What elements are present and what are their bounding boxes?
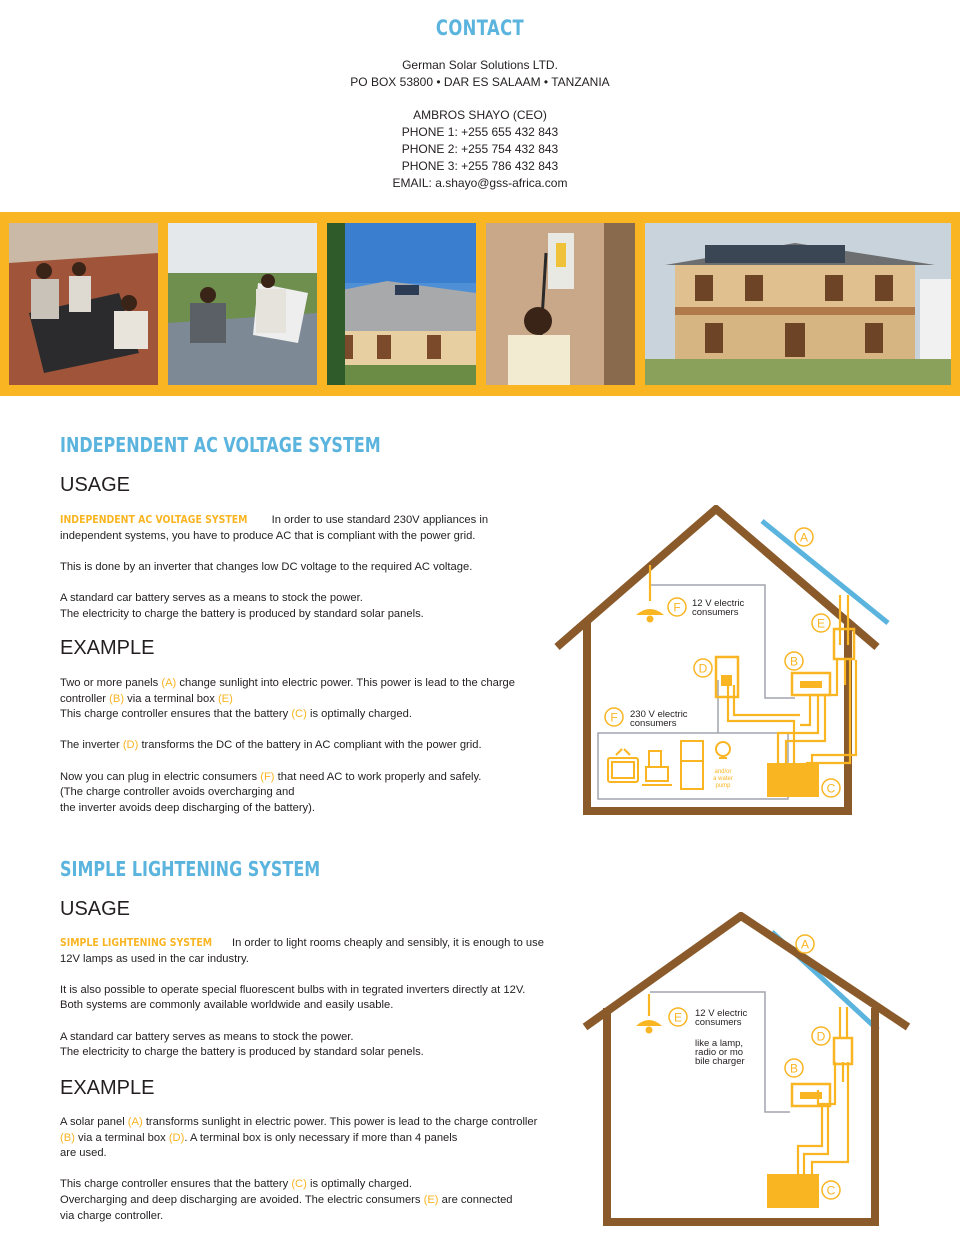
solar-panel-a (762, 521, 888, 623)
label-e: E (673, 1010, 683, 1025)
ac-usage-heading: USAGE (60, 474, 131, 496)
company-name: German Solar Solutions LTD. (402, 58, 558, 72)
lamp-icon (636, 1020, 662, 1026)
radio-icon (649, 751, 661, 767)
bulb-icon (716, 742, 730, 756)
svg-text:consumers: consumers (692, 607, 739, 618)
ac-usage-lead: INDEPENDENT AC VOLTAGE SYSTEM (60, 513, 248, 526)
label-f-12v: F (673, 600, 681, 615)
phone-1: PHONE 1: +255 655 432 843 (401, 125, 559, 140)
photo-two-storey-house (645, 223, 951, 385)
svg-text:230 V electric: 230 V electric (630, 709, 688, 720)
light-usage-heading: USAGE (60, 898, 131, 920)
email: EMAIL: a.shayo@gss-africa.com (392, 175, 568, 190)
label-d: D (816, 1029, 826, 1044)
svg-text:consumers: consumers (630, 718, 677, 729)
fridge-icon (681, 741, 703, 789)
phone-3: PHONE 3: +255 786 432 843 (401, 158, 559, 173)
svg-text:and/or: and/or (714, 769, 732, 775)
terminal-box-d (834, 1038, 852, 1064)
photo-installer-portrait (486, 223, 635, 385)
light-usage-text: SIMPLE LIGHTENING SYSTEM In order to light rooms cheaply and sensibly, it is enough to use 12V lamps as used in the car industry. It is also possible to operate special fluorescent bulbs with in tegrated inverters directly at 12V. Both systems are commonly available worldwide and easily usable. A standard car battery serves as means to stock the power. The electricity to charge the battery is produced by standard solar penels. (60, 936, 544, 1059)
label-c: C (826, 781, 836, 796)
contact-block (0, 57, 960, 191)
phone-2: PHONE 2: +255 754 432 843 (401, 141, 559, 156)
photo-panel-install (168, 223, 317, 385)
light-system-diagram (550, 912, 960, 1232)
light-section-title: SIMPLE LIGHTENING SYSTEM (60, 857, 321, 881)
light-example-heading: EXAMPLE (60, 1077, 155, 1099)
label-b: B (789, 1061, 799, 1076)
svg-text:bile charger: bile charger (695, 1056, 745, 1067)
svg-text:12 V electric: 12 V electric (695, 1008, 748, 1019)
ac-system-diagram (550, 505, 960, 820)
ac-usage-text: INDEPENDENT AC VOLTAGE SYSTEM In order to use standard 230V appliances in independent systems, you have to produce AC that is compliant with the power grid. This is done by an inverter that changes low DC voltage to the required AC voltage. A standard car battery serves as a means to stock the power. The electricity to charge the battery is produced by standard solar panels. (60, 513, 489, 620)
photo-roof-workers (9, 223, 158, 385)
label-c: C (826, 1183, 836, 1198)
svg-text:radio or mo: radio or mo (695, 1047, 744, 1058)
ac-example-text: Two or more panels (A) change sunlight into electric power. This power is lead to the charge controller (B) via a terminal box (E) This charge controller ensures that the battery (C) is optimally charged. The inverter (D) transforms the DC of the battery in AC compliant with the power grid. Now you can plug in electric consumers (F) that need AC to work properly and safely. (The charge controller avoids overcharging and the inverter avoids deep discharging of the battery). (60, 677, 516, 814)
svg-text:consumers: consumers (695, 1017, 742, 1028)
light-example-text: A solar panel (A) transforms sunlight in electric power. This power is lead to the charge controller (B) via a terminal box (D). A terminal box is only necessary if more than 4 panels are used. This charge controller ensures that the battery (C) is optimally charged. Overcharging and deep discharging are avoided. The electric consumers (E) are connected via charge controller. (60, 1116, 538, 1222)
laptop-icon (646, 767, 668, 781)
ac-section-title: INDEPENDENT AC VOLTAGE SYSTEM (60, 433, 381, 457)
label-a: A (800, 937, 810, 952)
svg-text:12 V electric: 12 V electric (692, 598, 745, 609)
label-e: E (816, 616, 826, 631)
label-f-230v: F (610, 710, 618, 725)
light-usage-lead: SIMPLE LIGHTENING SYSTEM (60, 936, 213, 949)
label-d: D (698, 661, 708, 676)
company-address: PO BOX 53800 • DAR ES SALAAM • TANZANIA (350, 74, 610, 89)
battery-c (767, 763, 819, 797)
label-a: A (799, 530, 809, 545)
svg-text:pump: pump (715, 783, 731, 789)
svg-text:like a lamp,: like a lamp, (695, 1038, 744, 1049)
label-b: B (789, 654, 799, 669)
lamp-icon (636, 609, 664, 615)
battery-c (767, 1174, 819, 1208)
photo-house-roof (327, 223, 476, 385)
ac-example-heading: EXAMPLE (60, 637, 155, 659)
photo-band (0, 212, 960, 396)
contact-person: AMBROS SHAYO (CEO) (413, 108, 547, 123)
svg-text:a water: a water (713, 776, 733, 782)
contact-title: CONTACT (435, 16, 525, 40)
